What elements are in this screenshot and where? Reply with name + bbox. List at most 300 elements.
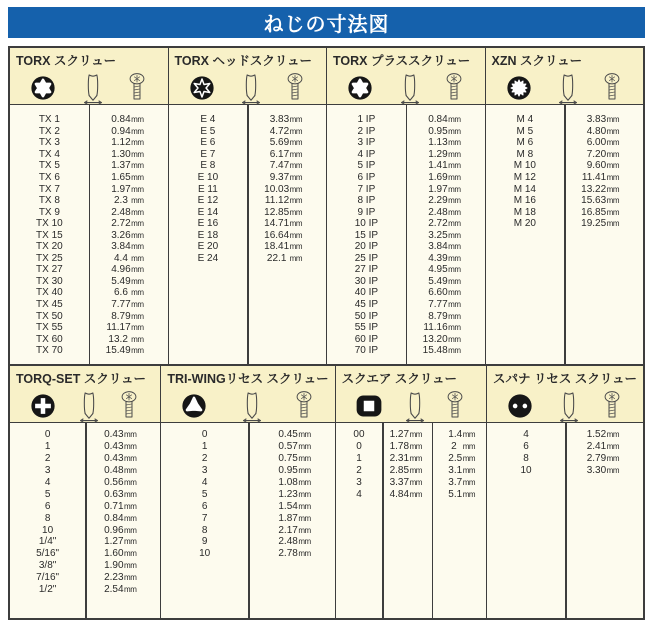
size-cell: TX 2 [38,125,60,137]
value-unit: mm [289,207,302,217]
value-cell [565,453,643,464]
value-number: 2.79 [586,453,607,465]
value-number: 2.3 [113,195,131,207]
size-cell: 2 [356,465,362,477]
size-cell: 45 IP [354,299,379,311]
value-unit: mm [131,242,144,252]
size-cell: 4 [44,477,51,488]
value-unit: mm [289,184,302,194]
screw-front-view-icon [286,72,304,105]
value-number: 0.48 [104,465,124,477]
value-number: 11.41 [581,172,607,183]
value-cell [248,501,335,512]
value-unit: mm [298,430,311,440]
value-cell [564,218,643,229]
value-number: 2.48 [428,206,448,218]
value-cell [432,441,486,452]
size-cell: E 20 [197,241,219,253]
value-number: 1.52 [586,429,607,441]
size-cell: E 24 [197,252,219,264]
value-number: 3.84 [428,241,448,253]
value-cell [89,172,168,183]
table-row [327,253,485,265]
value-unit: mm [131,323,144,333]
value-unit: mm [289,196,302,206]
value-number: 2.17 [278,524,298,536]
size-cell: E 6 [200,137,216,149]
value-cell [406,264,485,275]
value-cell [89,195,168,206]
size-cell: TX 60 [36,333,63,345]
size-cell: 1/2" [38,584,57,596]
value-number: 15.49 [105,345,131,357]
value-unit: mm [409,454,422,464]
screw-spec-table [8,46,645,620]
value-unit: mm [131,311,144,321]
group-title: TRI-WINGリセス スクリュー [167,372,329,386]
table-row [327,287,485,299]
tri-wing-recess-icon [179,391,209,421]
value-number: 6.00 [586,137,607,149]
value-unit: mm [448,126,461,136]
screw-front-view-icon [446,390,464,423]
value-number: 0.71 [104,500,124,512]
size-cell: 27 IP [354,264,379,276]
value-cell [406,287,485,298]
value-number: 1.4 [448,429,463,441]
screw-side-view-icon [556,389,582,423]
value-cell [248,441,335,452]
table-row [10,548,160,560]
value-cell [406,299,485,310]
value-cell [85,536,160,547]
size-cell: E 10 [197,172,219,183]
value-number: 5.69 [269,137,290,149]
value-number: 3.83 [269,114,290,126]
spanner-recess-icon [505,391,535,421]
value-unit: mm [124,573,137,583]
value-number: 0.75 [278,453,298,465]
group-spanner [486,366,643,618]
value-unit: mm [448,300,461,310]
value-unit: mm [606,126,619,136]
value-number: 11.12 [264,195,290,207]
value-cell [564,114,643,125]
table-row [487,465,643,477]
value-unit: mm [409,442,422,452]
value-cell [432,429,486,440]
value-cell [432,477,486,488]
value-number: 0.96 [104,524,124,536]
value-number: 0.94 [111,125,131,137]
value-unit: mm [448,196,461,206]
value-number: 7.77 [111,299,131,311]
value-number: 15.63 [581,195,607,207]
size-cell: TX 1 [38,114,60,126]
value-unit: mm [289,149,302,159]
value-number: 9.60 [586,160,607,172]
page-title: ねじの寸法図 [8,7,645,38]
value-unit: mm [131,300,144,310]
table-row [10,310,168,322]
value-number: 0.43 [104,453,124,465]
value-number: 4.39 [428,252,448,264]
value-number: 13.20 [422,333,448,345]
value-cell [564,195,643,206]
group-header-torx-head [169,48,327,105]
value-unit: mm [448,173,461,182]
size-cell: TX 7 [38,183,60,195]
value-cell [89,322,168,333]
value-unit: mm [448,346,461,356]
value-unit: mm [298,489,311,499]
value-unit: mm [131,265,144,275]
value-cell [89,299,168,310]
torq-set-cross-recess-icon [28,391,58,421]
table-row [327,345,485,357]
value-unit: mm [298,454,311,464]
size-cell: 2 [44,453,51,465]
value-cell [564,160,643,171]
value-cell [248,513,335,524]
value-number: 16.85 [581,206,607,218]
value-cell [432,453,486,464]
value-unit: mm [289,253,302,263]
value-cell [85,465,160,476]
square-recess-icon [354,391,384,421]
value-unit: mm [289,173,302,182]
size-cell: 9 IP [357,206,376,218]
value-cell [406,195,485,206]
value-number: 2.29 [428,195,448,207]
table-row [161,500,334,512]
screw-front-view-icon [603,390,621,423]
size-cell: 5 [201,488,208,500]
value-unit: mm [448,253,461,263]
value-number: 10.03 [264,183,290,195]
table-row [10,253,168,265]
value-number: 16.64 [264,229,290,241]
value-number: 1.37 [111,160,131,172]
table-row [10,477,160,489]
table-row [10,137,168,149]
group-data-xzn [486,105,644,364]
value-cell [564,207,643,218]
value-unit: mm [606,196,619,206]
size-cell: 7 IP [357,183,376,195]
value-cell [248,525,335,536]
value-unit: mm [448,311,461,321]
table-row [10,572,160,584]
value-unit: mm [289,219,302,229]
table-row [10,160,168,172]
size-cell: TX 70 [36,345,63,357]
value-unit: mm [448,115,461,125]
value-unit: mm [131,138,144,148]
value-unit: mm [131,346,144,356]
value-number: 1.41 [428,160,448,172]
group-tri-wing [160,366,334,618]
table-row [327,183,485,195]
size-cell: TX 10 [36,218,63,230]
table-row [327,218,485,230]
table-row [161,548,334,560]
table-row [169,160,327,172]
value-unit: mm [462,466,476,476]
table-row [327,126,485,138]
table-row [161,488,334,500]
value-cell [89,345,168,356]
value-number: 7.47 [269,160,290,172]
table-row [486,206,644,218]
value-cell [406,311,485,322]
group-header-tri-wing [161,366,334,423]
size-cell: 10 [520,465,532,477]
value-cell [85,489,160,500]
table-row [10,322,168,334]
table-row [10,560,160,572]
size-cell: 3/8" [38,560,57,572]
size-cell: 2 IP [357,125,376,137]
screw-side-view-icon [76,389,102,423]
group-data-torx [10,105,168,364]
size-cell: E 8 [200,160,216,172]
table-row [487,453,643,465]
size-cell: M 14 [513,183,536,195]
value-number: 3.37 [389,477,410,488]
bottom-section [10,366,643,618]
value-cell [406,137,485,148]
table-row [336,429,486,441]
value-number: 3.84 [111,241,131,253]
value-unit: mm [448,219,461,229]
value-cell [564,137,643,148]
value-cell [89,126,168,137]
value-cell [406,184,485,195]
value-unit: mm [409,430,422,440]
value-number: 5.49 [428,275,448,287]
size-cell: M 20 [513,218,536,230]
screw-side-view-icon [239,389,265,423]
table-row [10,584,160,596]
value-unit: mm [448,323,461,333]
value-unit: mm [448,230,461,240]
xzn-12-spline-icon [504,73,534,103]
size-cell: 1 IP [357,114,376,126]
value-number: 13.2 [108,333,131,345]
size-cell: 4 [201,477,208,488]
value-unit: mm [462,430,476,440]
table-row [161,465,334,477]
table-row [161,524,334,536]
value-cell [406,241,485,252]
value-cell [432,489,486,500]
value-cell [89,218,168,229]
value-cell [247,230,326,241]
value-unit: mm [448,149,461,159]
value-unit: mm [131,149,144,159]
table-row [169,195,327,207]
size-cell: M 16 [513,195,536,207]
value-number: 1.29 [428,148,448,160]
table-row [327,137,485,149]
value-number: 3.7 [448,477,463,488]
table-row [161,441,334,453]
value-unit: mm [298,501,311,511]
size-cell: TX 8 [38,195,60,207]
size-cell: E 11 [197,183,218,195]
value-number: 2.85 [389,465,410,477]
group-title: TORX プラススクリュー [333,54,471,68]
value-unit: mm [124,466,137,476]
value-unit: mm [448,265,461,275]
value-unit: mm [124,501,137,511]
size-cell: E 14 [197,206,219,218]
value-unit: mm [131,230,144,240]
table-row [10,195,168,207]
table-row [161,512,334,524]
value-unit: mm [448,242,461,252]
value-unit: mm [289,230,302,240]
value-cell [247,218,326,229]
size-cell: 6 [201,500,208,512]
value-cell [89,230,168,241]
value-cell [382,477,432,488]
value-number: 7.20 [586,148,607,160]
value-cell [247,160,326,171]
value-number: 2.78 [278,548,298,560]
value-unit: mm [131,219,144,229]
value-number: 4.72 [269,125,290,137]
size-cell: M 4 [516,114,534,126]
value-unit: mm [409,466,422,476]
table-row [327,310,485,322]
value-number: 2.48 [111,206,131,218]
value-cell [247,207,326,218]
value-number: 11.16 [423,322,448,334]
group-torx-head [168,48,327,364]
value-cell [382,489,432,500]
value-unit: mm [298,537,311,547]
size-cell: 8 [201,524,208,536]
size-cell: 60 IP [354,333,379,345]
screw-front-view-icon [128,72,146,105]
value-number: 6.60 [428,287,448,299]
size-cell: 4 [356,488,362,500]
table-row [10,218,168,230]
table-row [169,183,327,195]
value-number: 0.84 [104,512,124,524]
value-number: 4.96 [111,264,131,276]
size-cell: 10 [199,548,211,560]
value-cell [89,114,168,125]
group-title: TORQ-SET スクリュー [16,372,146,386]
screw-side-view-icon [238,71,264,105]
table-row [10,172,168,184]
value-cell [248,489,335,500]
value-cell [89,184,168,195]
value-unit: mm [462,489,476,499]
value-cell [406,345,485,356]
value-unit: mm [298,525,311,535]
value-cell [247,241,326,252]
value-unit: mm [124,442,137,452]
size-cell: 3 [201,465,208,477]
value-cell [247,137,326,148]
value-number: 0.84 [428,114,448,126]
size-cell: TX 50 [36,310,63,322]
value-number: 0.57 [278,441,298,453]
value-unit: mm [124,513,137,523]
value-cell [406,276,485,287]
size-cell: TX 5 [38,160,60,172]
value-unit: mm [124,561,137,571]
value-unit: mm [131,276,144,286]
size-cell: 6 [523,441,529,453]
value-cell [247,184,326,195]
table-row [327,333,485,345]
group-icons [342,387,480,424]
value-number: 5.1 [448,488,463,500]
value-number: 19.25 [581,218,607,230]
value-cell [382,429,432,440]
group-icons [16,69,162,106]
value-cell [89,287,168,298]
value-cell [406,253,485,264]
value-cell [85,501,160,512]
value-unit: mm [131,334,144,344]
value-number: 1.27 [389,429,410,441]
table-row [336,488,486,500]
value-cell [89,241,168,252]
size-cell: E 5 [200,125,216,137]
value-number: 2.72 [428,218,448,230]
value-cell [248,536,335,547]
table-row [10,429,160,441]
value-cell [406,160,485,171]
value-unit: mm [131,115,144,125]
value-cell [89,207,168,218]
value-number: 4.4 [113,252,131,264]
value-unit: mm [131,173,144,182]
table-row [169,149,327,161]
table-row [10,524,160,536]
group-data-torq-set [10,423,160,618]
value-cell [406,322,485,333]
value-number: 0.43 [104,441,124,453]
size-cell: 30 IP [354,275,379,287]
value-cell [89,276,168,287]
value-number: 1.90 [104,560,124,572]
size-cell: 2 [201,453,208,465]
value-number: 8.79 [428,310,448,322]
value-cell [406,230,485,241]
value-number: 22.1 [266,252,290,264]
value-unit: mm [298,513,311,523]
value-unit: mm [124,525,137,535]
group-header-square [336,366,486,423]
table-row [486,126,644,138]
table-row [336,453,486,465]
group-icons [493,387,637,424]
value-unit: mm [448,276,461,286]
value-unit: mm [606,466,619,476]
value-unit: mm [124,454,137,464]
screw-front-view-icon [603,72,621,105]
size-cell: 4 IP [357,148,376,160]
size-cell: 00 [353,429,365,441]
size-cell: 0 [201,429,208,441]
